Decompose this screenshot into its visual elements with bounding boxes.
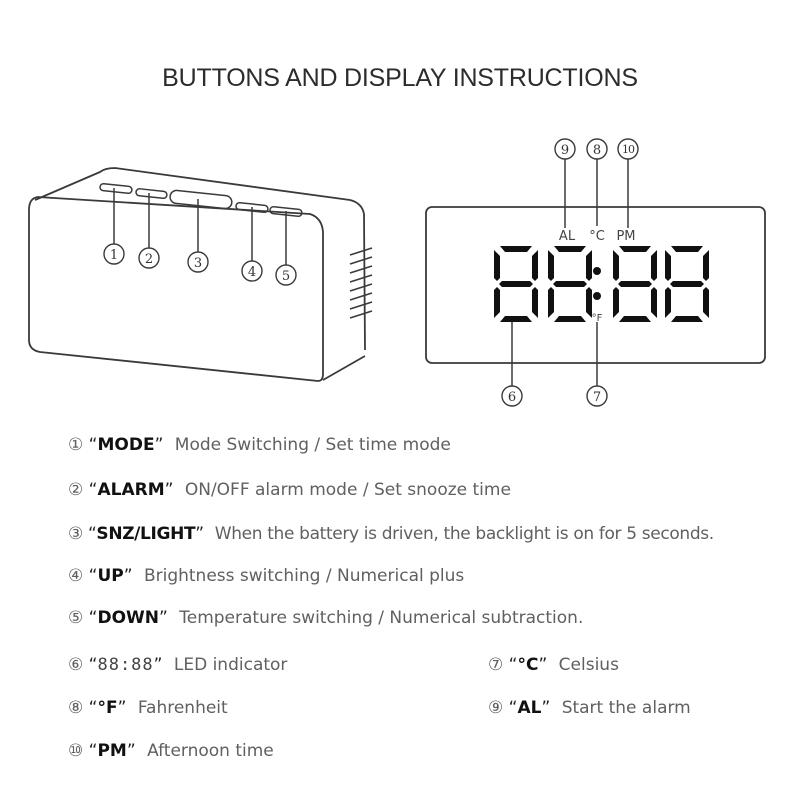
svg-text:4: 4	[247, 265, 257, 280]
callout-4	[242, 261, 262, 281]
pm-indicator: PM	[616, 229, 636, 244]
callout-9	[555, 139, 575, 159]
vent-lines	[350, 248, 372, 318]
svg-text:3: 3	[193, 256, 203, 271]
instruction-key: 88:88	[97, 655, 154, 675]
instruction-desc: When the battery is driven, the backlight is on for 5 seconds.	[214, 524, 714, 544]
instruction-number: ⑥	[68, 655, 84, 675]
instruction-number: ④	[68, 566, 84, 586]
svg-text:10: 10	[622, 143, 634, 156]
callout-8	[587, 139, 607, 159]
instruction-pm: ⑩ “PM” Afternoon time	[68, 741, 274, 761]
instruction-key: °F	[97, 698, 118, 718]
instruction-desc: Afternoon time	[147, 741, 274, 761]
svg-text:9: 9	[560, 143, 570, 158]
clock-front-face	[29, 197, 323, 381]
alarm-button[interactable]	[136, 188, 168, 198]
instruction-desc: Fahrenheit	[137, 698, 228, 718]
svg-text:6: 6	[507, 390, 517, 405]
instruction-key: SNZ/LIGHT	[96, 524, 196, 544]
callout-6	[502, 386, 522, 406]
svg-text:7: 7	[592, 390, 602, 405]
display-leader-lines	[512, 158, 628, 386]
instruction-desc: ON/OFF alarm mode / Set snooze time	[184, 480, 511, 500]
instruction-number: ③	[68, 524, 83, 544]
instruction-al: ⑨ “AL” Start the alarm	[488, 698, 691, 718]
celsius-indicator: °C	[589, 229, 605, 244]
instruction-number: ⑦	[488, 655, 504, 675]
instruction-down: ⑤ “DOWN” Temperature switching / Numerical subtraction.	[68, 608, 584, 628]
svg-text:1: 1	[109, 248, 119, 263]
instruction-mode: ① “MODE” Mode Switching / Set time mode	[68, 435, 451, 455]
instruction-key: PM	[97, 741, 127, 761]
svg-text:8: 8	[592, 143, 602, 158]
page-title: BUTTONS AND DISPLAY INSTRUCTIONS	[162, 64, 638, 92]
callout-1	[104, 244, 124, 264]
svg-text:2: 2	[144, 252, 154, 267]
mode-button[interactable]	[100, 183, 133, 193]
instruction-key: ALARM	[97, 480, 165, 500]
instruction-celsius: ⑦ “°C” Celsius	[488, 655, 619, 675]
instruction-number: ②	[68, 480, 84, 500]
al-indicator: AL	[558, 229, 576, 244]
instruction-key: AL	[517, 698, 542, 718]
instruction-number: ⑧	[68, 698, 84, 718]
fahrenheit-indicator: °F	[591, 313, 603, 324]
digit-3	[613, 246, 657, 322]
instruction-desc: Temperature switching / Numerical subtraction.	[179, 608, 584, 628]
instruction-number: ⑨	[488, 698, 504, 718]
instruction-led: ⑥ “88:88” LED indicator	[68, 655, 288, 675]
instruction-up: ④ “UP” Brightness switching / Numerical plus	[68, 566, 465, 586]
instruction-snz-light: ③ “SNZ/LIGHT” When the battery is driven, the backlight is on for 5 seconds.	[68, 524, 714, 544]
digit-1	[494, 246, 538, 322]
instruction-key: DOWN	[97, 608, 160, 628]
callout-5	[276, 265, 296, 285]
digit-4	[665, 246, 709, 322]
instruction-key: MODE	[97, 435, 155, 455]
instruction-alarm: ② “ALARM” ON/OFF alarm mode / Set snooze time	[68, 480, 511, 500]
instruction-desc: Start the alarm	[561, 698, 691, 718]
instruction-desc: Mode Switching / Set time mode	[174, 435, 451, 455]
instruction-desc: Brightness switching / Numerical plus	[143, 566, 465, 586]
clock-side-bottom	[323, 356, 365, 380]
clock-body	[29, 168, 365, 381]
svg-text:5: 5	[281, 269, 291, 284]
led-digits	[494, 246, 709, 322]
digit-2	[548, 246, 592, 322]
callout-2	[139, 248, 159, 268]
callout-7	[587, 386, 607, 406]
instruction-desc: Celsius	[558, 655, 619, 675]
instruction-desc: LED indicator	[173, 655, 288, 675]
colon-top	[593, 267, 601, 275]
instruction-number: ⑩	[68, 741, 84, 761]
callout-10	[618, 139, 638, 159]
callout-3	[188, 252, 208, 272]
colon-bottom	[593, 292, 601, 300]
instruction-number: ⑤	[68, 608, 84, 628]
instruction-key: °C	[517, 655, 539, 675]
button-callouts	[104, 244, 296, 285]
instruction-fahrenheit: ⑧ “°F” Fahrenheit	[68, 698, 228, 718]
instruction-number: ①	[68, 435, 84, 455]
instruction-key: UP	[97, 566, 124, 586]
